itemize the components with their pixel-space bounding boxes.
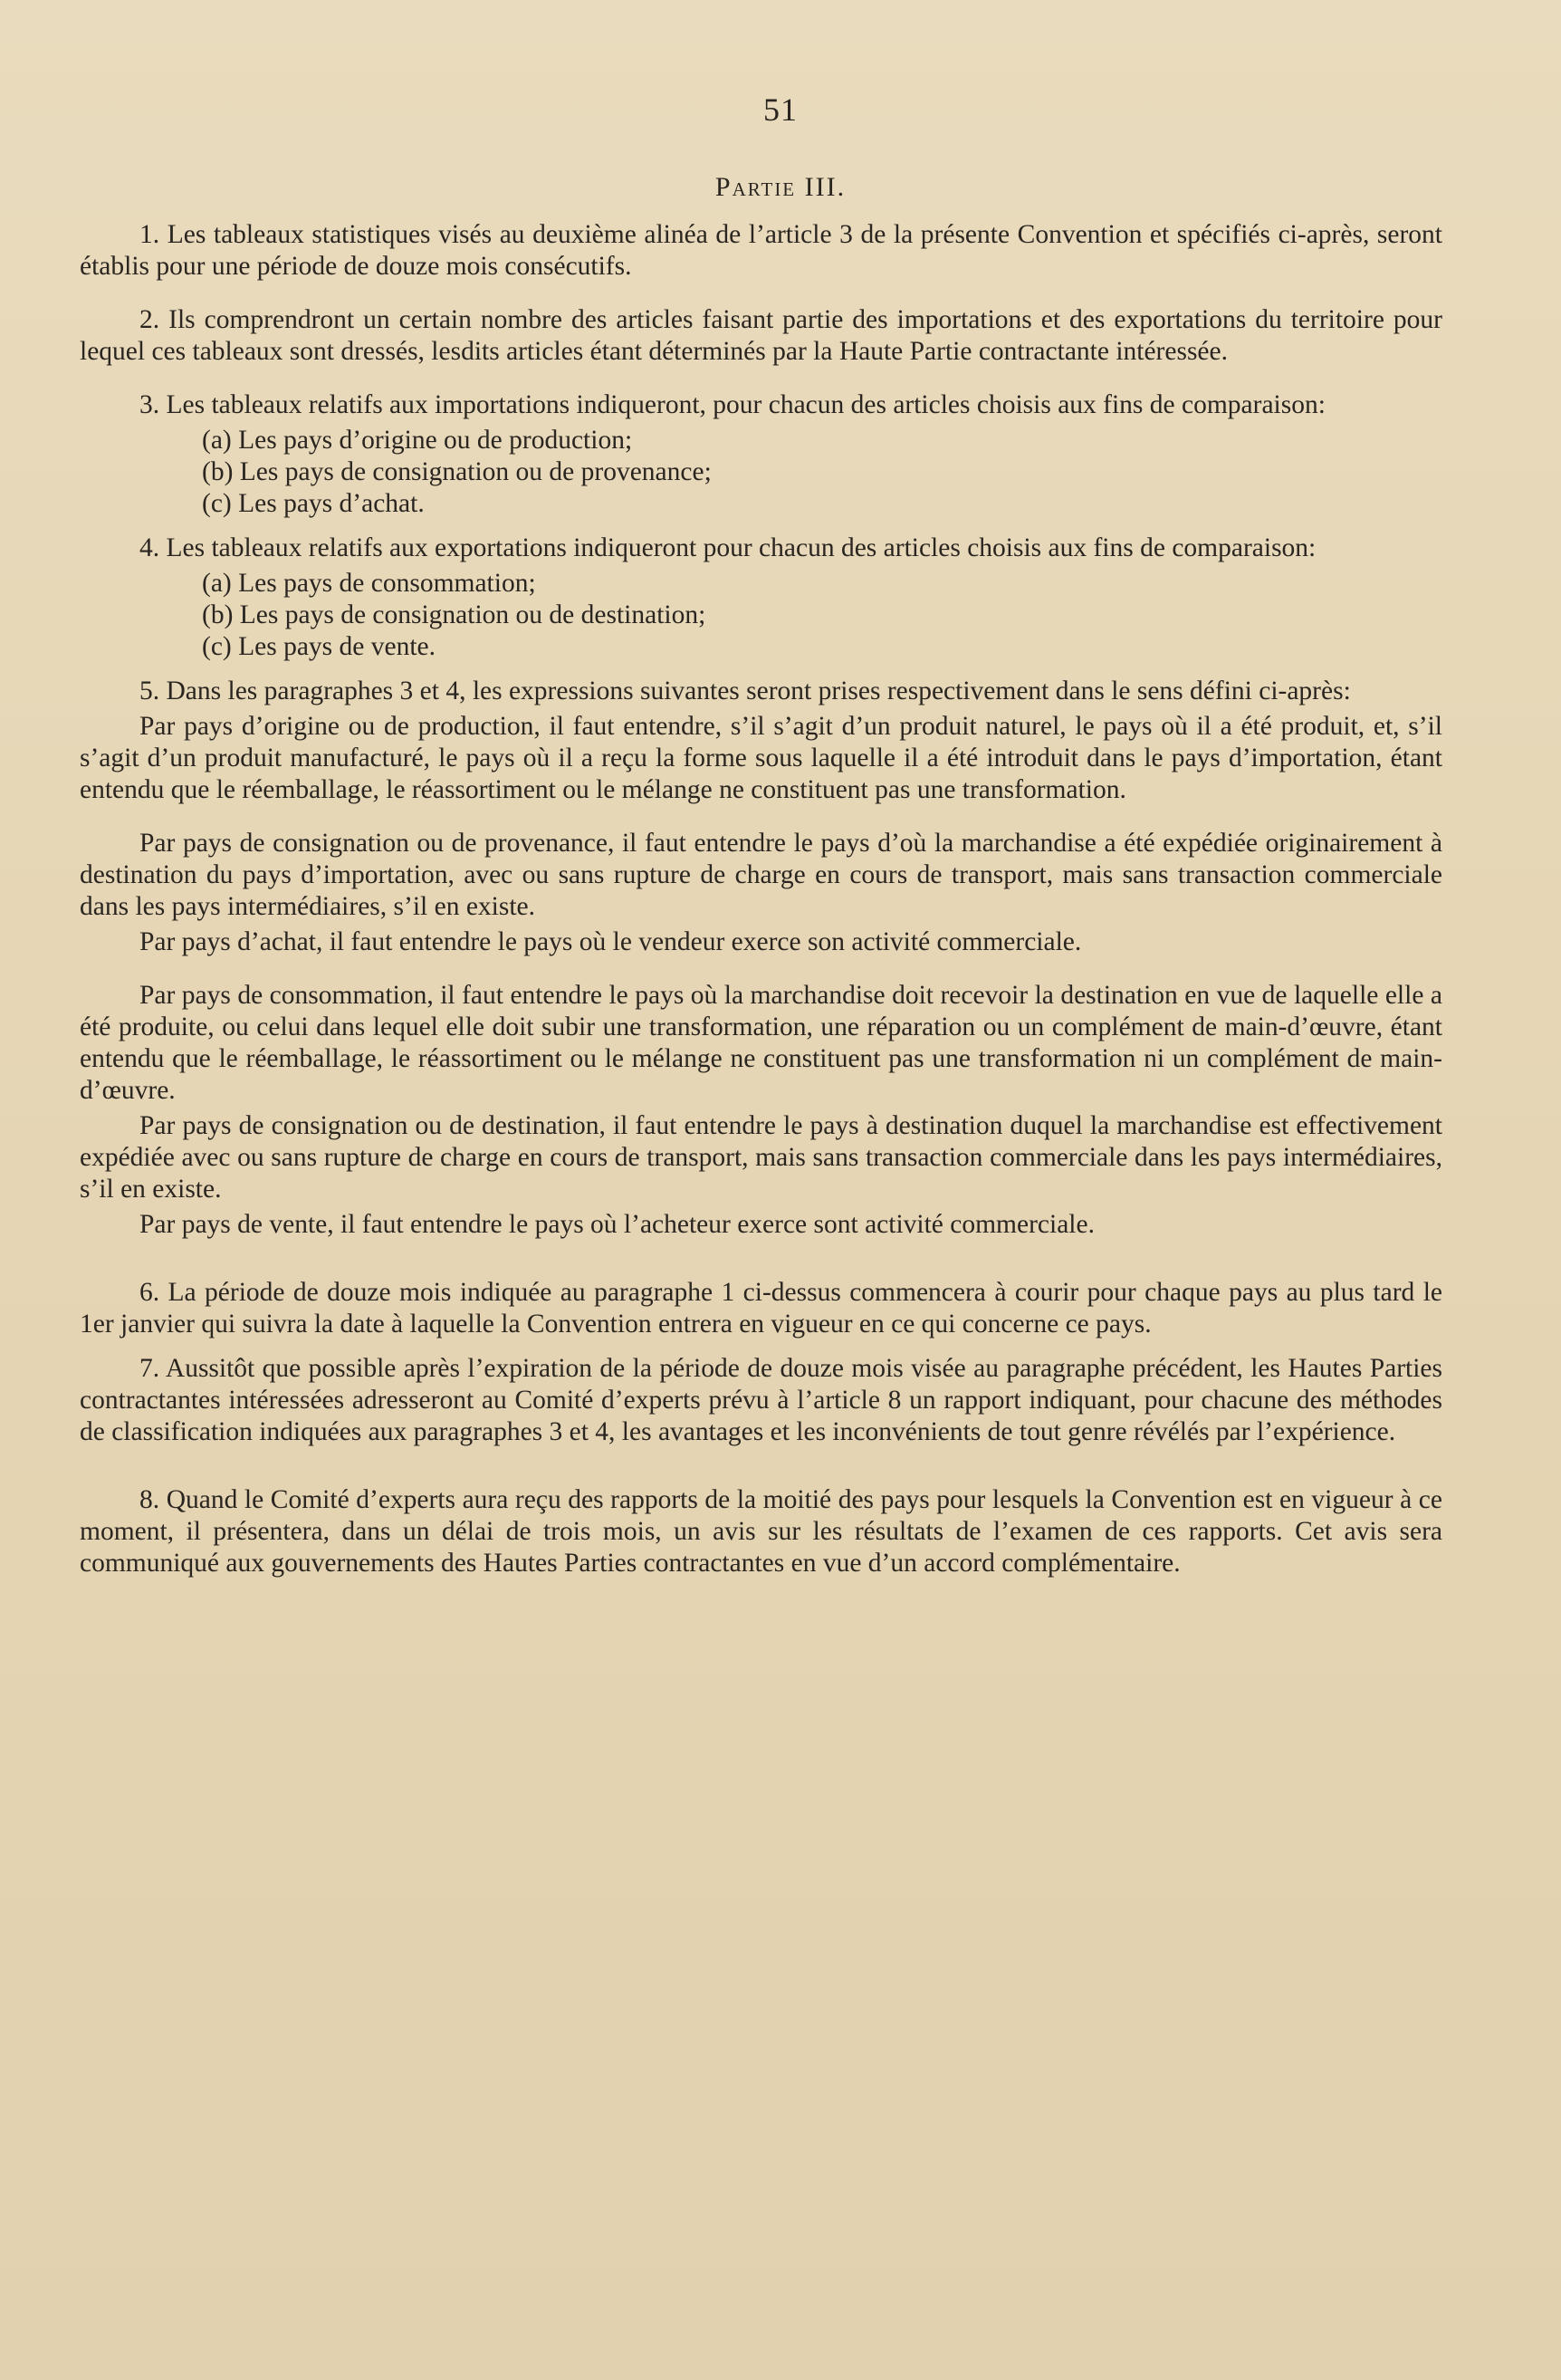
list-item: (b) Les pays de consignation ou de destination; <box>202 600 706 629</box>
document-body <box>80 219 1442 1601</box>
paragraph-7: 7. Aussitôt que possible après l’expiration de la période de douze mois visée au paragraphe précédent, les Hautes Parties contractantes intéressées adresseront au Comité d’experts prévu à l’article 8 un rapport indiquant, pour chacune des méthodes de classification indiquées aux paragraphes 3 et 4, les avantages et les inconvénients de tout genre révélés par l’expérience. <box>80 1354 1442 1446</box>
paragraph-3-list <box>202 425 1442 520</box>
definition-vente: Par pays de vente, il faut entendre le pays où l’acheteur exerce sont activité commerciale. <box>139 1210 1095 1239</box>
definition-consommation: Par pays de consommation, il faut entendre le pays où la marchandise doit recevoir la destination en vue de laquelle elle a été produite, ou celui dans lequel elle doit subir une transformation, une réparation ou un complément de main-d’œuvre, étant entendu que le réemballage, le réassortiment ou le mélange ne constituent pas une transformation ni un complément de main-d’œuvre. <box>80 981 1442 1105</box>
list-item: (c) Les pays de vente. <box>202 632 436 661</box>
paragraph-2: 2. Ils comprendront un certain nombre des articles faisant partie des importations et des exportations du territoire pour lequel ces tableaux sont dressés, lesdits articles étant déterminés par la Haute Partie contractante intéressée. <box>80 305 1442 366</box>
paragraph-3-intro: 3. Les tableaux relatifs aux importations indiqueront, pour chacun des articles choisis aux fins de comparaison: <box>139 390 1326 419</box>
definition-origine: Par pays d’origine ou de production, il faut entendre, s’il s’agit d’un produit naturel, le pays où il a été produit, et, s’il s’agit d’un produit manufacturé, le pays où il a reçu la forme sous laquelle il a été introduit dans le pays d’importation, étant entendu que le réemballage, le réassortiment ou le mélange ne constituent pas une transformation. <box>80 712 1442 804</box>
list-item: (b) Les pays de consignation ou de provenance; <box>202 457 712 486</box>
section-title: Partie III. <box>714 172 847 202</box>
paragraph-4-intro: 4. Les tableaux relatifs aux exportations indiqueront pour chacun des articles choisis aux fins de comparaison: <box>139 533 1317 562</box>
paragraph-1: 1. Les tableaux statistiques visés au deuxième alinéa de l’article 3 de la présente Convention et spécifiés ci-après, seront établis pour une période de douze mois consécutifs. <box>80 220 1442 281</box>
definition-consignation-destination: Par pays de consignation ou de destination, il faut entendre le pays à destination duquel la marchandise est effectivement expédiée avec ou sans rupture de charge en cours de transport, mais sans transaction commerciale dans les pays intermédiaires, s’il en existe. <box>80 1111 1442 1204</box>
definition-achat: Par pays d’achat, il faut entendre le pays où le vendeur exerce son activité commerciale. <box>139 927 1082 956</box>
paragraph-4-list <box>202 568 1442 663</box>
page-number: 51 <box>763 91 798 128</box>
paragraph-5-intro: 5. Dans les paragraphes 3 et 4, les expressions suivantes seront prises respectivement dans le sens défini ci-après: <box>139 677 1351 705</box>
paragraph-8: 8. Quand le Comité d’experts aura reçu des rapports de la moitié des pays pour lesquels la Convention est en vigueur à ce moment, il présentera, dans un délai de trois mois, un avis sur les résultats de l’examen de ces rapports. Cet avis sera communiqué aux gouvernements des Hautes Parties contractantes en vue d’un accord complémentaire. <box>80 1485 1442 1578</box>
list-item: (a) Les pays de consommation; <box>202 569 536 598</box>
list-item: (a) Les pays d’origine ou de production; <box>202 426 633 455</box>
definition-consignation-provenance: Par pays de consignation ou de provenance, il faut entendre le pays d’où la marchandise a été expédiée originairement à destination du pays d’importation, avec ou sans rupture de charge en cours de transport, mais sans transaction commerciale dans les pays intermédiaires, s’il en existe. <box>80 829 1442 921</box>
paragraph-6: 6. La période de douze mois indiquée au paragraphe 1 ci-dessus commencera à courir pour chaque pays au plus tard le 1er janvier qui suivra la date à laquelle la Convention entrera en vigueur en ce qui concerne ce pays. <box>80 1278 1442 1339</box>
list-item: (c) Les pays d’achat. <box>202 489 425 518</box>
